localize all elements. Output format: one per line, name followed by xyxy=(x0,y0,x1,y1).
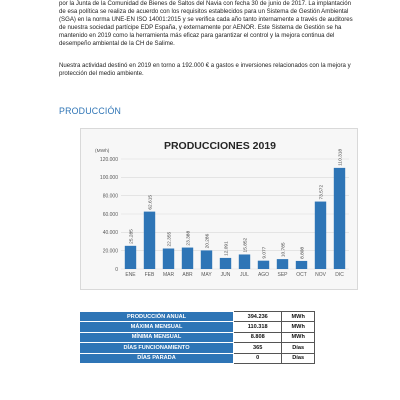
summary-row-value: 0 xyxy=(234,353,282,363)
bar-value-label: 23.388 xyxy=(186,230,192,246)
x-tick-label: ENE xyxy=(125,272,136,278)
bar-value-label: 110.318 xyxy=(338,148,344,166)
y-tick-label: 60.000 xyxy=(102,211,118,218)
x-tick-label: FEB xyxy=(144,272,155,278)
summary-row-unit: Días xyxy=(282,343,315,353)
bar-oct xyxy=(296,261,307,269)
y-tick-label: 100.000 xyxy=(99,175,118,182)
summary-row xyxy=(80,332,315,342)
x-tick-label: AGO xyxy=(257,272,270,278)
y-tick-label: 40.000 xyxy=(102,230,118,237)
bar-jul xyxy=(239,254,250,269)
value-labels xyxy=(128,149,343,259)
summary-row-unit: MWh xyxy=(282,322,315,332)
summary-row-value: 8.808 xyxy=(234,332,282,342)
summary-table-body xyxy=(80,312,315,364)
x-tick-labels xyxy=(125,272,344,278)
summary-row-value: 394.236 xyxy=(234,312,282,322)
bar-nov xyxy=(315,202,326,269)
x-tick-label: MAR xyxy=(162,272,175,278)
intro-paragraph: por la Junta de la Comunidad de Bienes de Saltos del Navia con fecha 30 de junio de 2017. La implantación de esa política se realiza de acuerdo con los requisitos establecidos para un Sistema de Gestión Ambiental (SGA) en la norma UNE-EN ISO 14001:2015 y se verifica cada año tanto internamente a través de auditores de nuestra sociedad partícipe EDP España, y externamente por AENOR. Este Sistema de Gestión se ha mantenido en 2019 como la herramienta más eficaz para garantizar el control y la mejora continua del desempeño ambiental de la CH de Salime. xyxy=(59,0,353,47)
x-tick-label: DIC xyxy=(335,272,344,278)
bar-sep xyxy=(277,259,288,269)
bar-value-label: 73.572 xyxy=(319,184,325,200)
bar-jun xyxy=(220,258,231,269)
y-tick-label: 0 xyxy=(115,266,118,273)
investment-paragraph: Nuestra actividad destinó en 2019 en torno a 192.000 € a gastos e inversiones relacionados con la mejora y protección del medio ambiente. xyxy=(59,62,351,77)
summary-row-value: 110.318 xyxy=(234,322,282,332)
bar-layer xyxy=(125,168,345,269)
summary-row-label: DÍAS FUNCIONAMIENTO xyxy=(80,343,234,353)
bar-value-label: 12.091 xyxy=(224,241,230,256)
bar-value-label: 8.808 xyxy=(300,246,306,259)
bar-value-label: 22.355 xyxy=(167,231,173,247)
production-chart xyxy=(80,128,358,290)
summary-table xyxy=(79,311,315,364)
bar-value-label: 9.077 xyxy=(262,246,268,259)
summary-row xyxy=(80,353,315,363)
summary-row-label: DÍAS PARADA xyxy=(80,353,234,363)
summary-row-label: MÍNIMA MENSUAL xyxy=(80,332,234,342)
y-tick-label: 80.000 xyxy=(102,193,118,200)
y-tick-label: 120.000 xyxy=(99,156,118,163)
summary-row xyxy=(80,312,315,322)
x-tick-label: NOV xyxy=(315,272,326,278)
summary-row xyxy=(80,322,315,332)
bar-abr xyxy=(182,248,193,269)
x-tick-label: SEP xyxy=(277,272,288,278)
chart-plot xyxy=(81,129,359,291)
bar-dic xyxy=(334,168,345,269)
x-tick-label: MAY xyxy=(201,272,212,278)
summary-row-label: PRODUCCIÓN ANUAL xyxy=(80,312,234,322)
summary-row-unit: MWh xyxy=(282,312,315,322)
chart-title: PRODUCCIONES 2019 xyxy=(163,140,277,152)
summary-row xyxy=(80,343,315,353)
bar-value-label: 25.285 xyxy=(129,229,135,244)
y-tick-label: 20.000 xyxy=(102,248,118,255)
bar-ene xyxy=(125,246,136,269)
x-tick-label: OCT xyxy=(296,272,307,278)
y-axis-label: (MWh) xyxy=(95,149,110,154)
summary-row-label: MÁXIMA MENSUAL xyxy=(80,322,234,332)
bar-value-label: 15.852 xyxy=(243,237,249,253)
x-tick-label: JUN xyxy=(220,272,231,278)
bar-feb xyxy=(144,212,155,269)
summary-row-unit: Días xyxy=(282,353,315,363)
y-tick-labels xyxy=(100,157,118,273)
summary-row-value: 365 xyxy=(234,343,282,353)
bar-may xyxy=(201,250,212,269)
bar-mar xyxy=(163,249,174,269)
bar-value-label: 62.615 xyxy=(148,194,154,210)
x-tick-label: ABR xyxy=(182,272,193,278)
summary-row-unit: MWh xyxy=(282,332,315,342)
bar-value-label: 20.286 xyxy=(205,233,211,249)
bar-value-label: 10.785 xyxy=(281,242,287,258)
x-tick-label: JUL xyxy=(240,272,249,278)
bar-ago xyxy=(258,261,269,269)
section-heading: PRODUCCIÓN xyxy=(59,106,122,116)
